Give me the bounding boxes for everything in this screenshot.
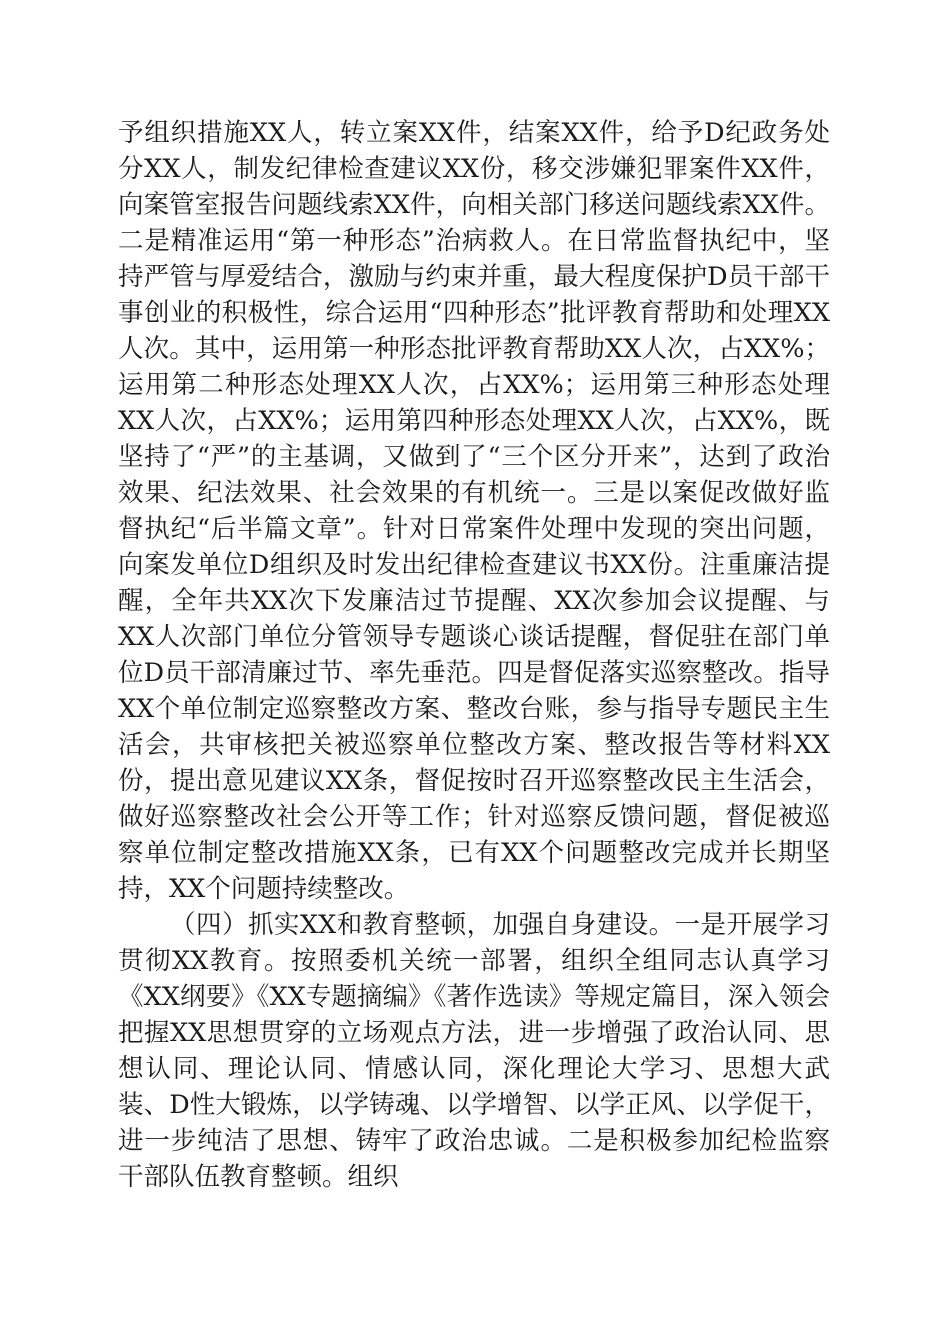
paragraph-continued: 予组织措施XX人，转立案XX件，结案XX件，给予D纪政务处分XX人，制发纪律检查建议XX份，移交涉嫌犯罪案件XX件，向案管室报告问题线索XX件，向相关部门移送问题线索XX件。二是精准运用“第一种形态”治病救人。在日常监督执纪中，坚持严管与厚爱结合，激励与约束并重，最大程度保护D员干部干事创业的积极性，综合运用“四种形态”批评教育帮助和处理XX人次。其中，运用第一种形态批评教育帮助XX人次，占XX%；运用第二种形态处理XX人次，占XX%；运用第三种形态处理XX人次，占XX%；运用第四种形态处理XX人次，占XX%，既坚持了“严”的主基调，又做到了“三个区分开来”，达到了政治效果、纪法效果、社会效果的有机统一。三是以案促改做好监督执纪“后半篇文章”。针对日常案件处理中发现的突出问题，向案发单位D组织及时发出纪律检查建议书XX份。注重廉洁提醒，全年共XX次下发廉洁过节提醒、XX次参加会议提醒、与XX人次部门单位分管领导专题谈心谈话提醒，督促驻在部门单位D员干部清廉过节、率先垂范。四是督促落实巡察整改。指导XX个单位制定巡察整改方案、整改台账，参与指导专题民主生活会，共审核把关被巡察单位整改方案、整改报告等材料XX份，提出意见建议XX条，督促按时召开巡察整改民主生活会，做好巡察整改社会公开等工作；针对巡察反馈问题，督促被巡察单位制定整改措施XX条，已有XX个问题整改完成并长期坚持，XX个问题持续整改。 xyxy=(118,118,830,904)
document-page xyxy=(118,115,830,1195)
paragraph-section-four: （四）抓实XX和教育整顿，加强自身建设。一是开展学习贯彻XX教育。按照委机关统一部署，组织全组同志认真学习《XX纲要》《XX专题摘编》《著作选读》等规定篇目，深入领会把握XX思想贯穿的立场观点方法，进一步增强了政治认同、思想认同、理论认同、情感认同，深化理论大学习、思想大武装、D性大锻炼，以学铸魂、以学增智、以学正风、以学促干，进一步纯洁了思想、铸牢了政治忠诚。二是积极参加纪检监察干部队伍教育整顿。组织 xyxy=(118,910,830,1192)
